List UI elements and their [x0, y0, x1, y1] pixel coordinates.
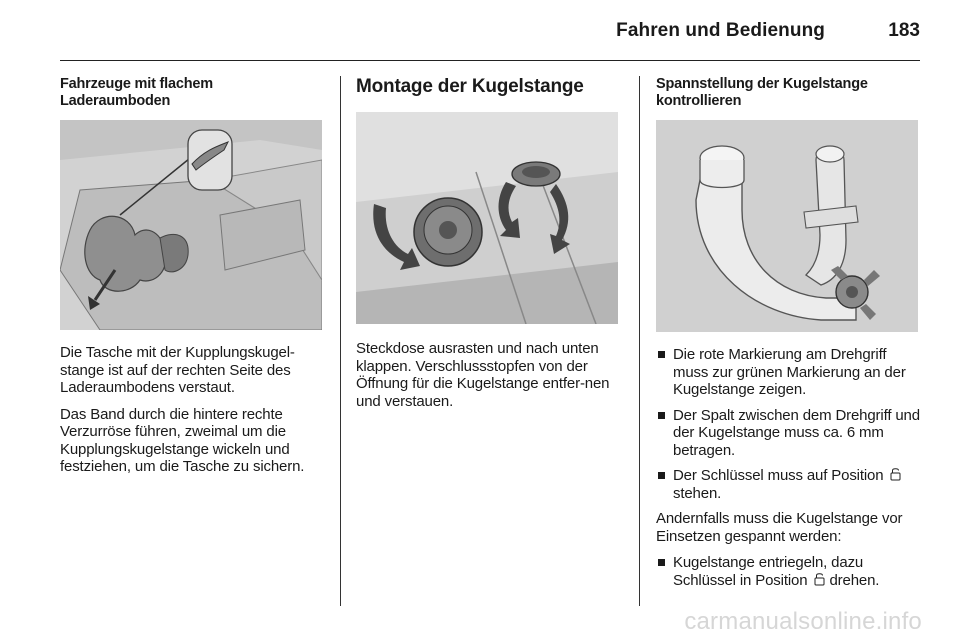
body-paragraph: Die Tasche mit der Kupplungskugel-stange ist auf der rechten Seite des Laderaumbodens verstaut.	[60, 344, 295, 396]
column-flat-floor	[60, 76, 326, 485]
list-item: Der Schlüssel muss auf Position stehen.	[656, 467, 922, 502]
column-tension-check	[656, 76, 922, 597]
lock-open-icon	[814, 572, 825, 586]
watermark: carmanualsonline.info	[684, 608, 922, 635]
ball-bar-illustration	[656, 120, 918, 332]
body-paragraph: Andernfalls muss die Kugelstange vor Einsetzen gespannt werden:	[656, 510, 903, 545]
chapter-title: Fahren und Bedienung	[616, 20, 825, 41]
page-header	[60, 0, 920, 61]
section-heading: Montage der Kugelstange	[356, 76, 584, 97]
action-list	[656, 554, 922, 589]
socket-illustration	[356, 112, 618, 324]
trunk-bag-illustration	[60, 120, 322, 330]
section-heading: Fahrzeuge mit flachem Laderaumboden	[60, 76, 213, 109]
column-divider	[639, 76, 640, 606]
figure-socket	[356, 112, 618, 324]
list-item: Der Spalt zwischen dem Drehgriff und der Kugelstange muss ca. 6 mm betragen.	[656, 407, 922, 460]
figure-ball-bar	[656, 120, 918, 332]
check-list	[656, 346, 922, 502]
column-divider	[340, 76, 341, 606]
section-heading: Spannstellung der Kugelstange kontrollieren	[656, 76, 868, 109]
body-paragraph: Das Band durch die hintere rechte Verzurröse führen, zweimal um die Kupplungskugelstange wickeln und festziehen, um die Tasche zu sichern.	[60, 405, 305, 475]
page-number: 183	[888, 20, 920, 41]
lock-open-icon	[890, 467, 901, 481]
list-item: Die rote Markierung am Drehgriff muss zur grünen Markierung an der Kugelstange zeigen.	[656, 346, 922, 399]
column-mounting	[356, 76, 622, 419]
figure-trunk-bag	[60, 120, 322, 330]
list-item: Kugelstange entriegeln, dazu Schlüssel in Position drehen.	[656, 554, 922, 589]
body-paragraph: Steckdose ausrasten und nach unten klappen. Verschlussstopfen von der Öffnung für die Kugelstange entfer-nen und verstauen.	[356, 340, 610, 410]
